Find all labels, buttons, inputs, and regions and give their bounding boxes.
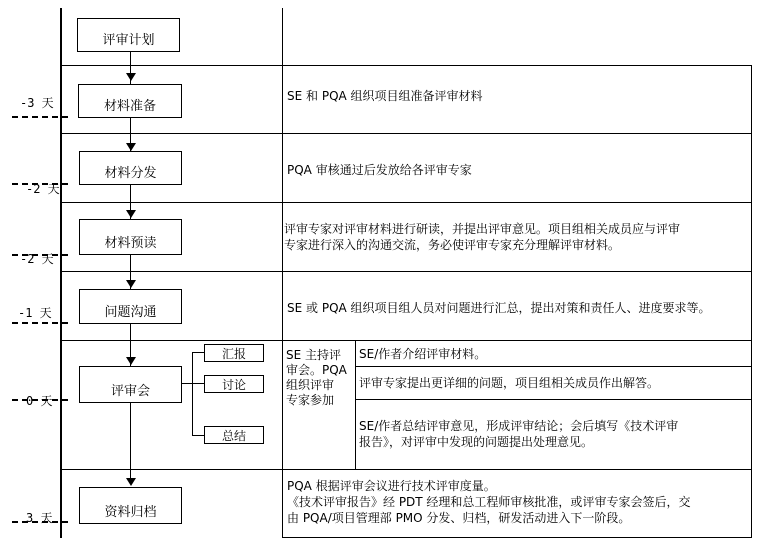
day-label: 3 天: [26, 511, 53, 525]
step-box-review-plan: 评审计划: [77, 18, 180, 52]
branch-line: [192, 352, 204, 353]
meeting-subitem-discuss: 讨论: [204, 375, 264, 393]
meeting-host-text: SE 主持评 审会。PQA 组织评审 专家参加: [286, 348, 347, 407]
step-box-material-prep: 材料准备: [78, 84, 182, 118]
day-label: -1 天: [18, 306, 52, 320]
flow-arrow: [126, 478, 136, 486]
day-label: -3 天: [20, 96, 54, 110]
meeting-subitem-summary: 总结: [204, 426, 264, 444]
flow-arrow: [126, 73, 136, 81]
flow-arrow: [126, 210, 136, 218]
meeting-detail-text: SE/作者介绍评审材料。: [359, 347, 487, 361]
meeting-detail-text: 评审专家提出更详细的问题，项目组相关成员作出解答。: [359, 376, 660, 390]
flow-arrow: [126, 280, 136, 288]
step-description: PQA 根据评审会议进行技术评审度量。 《技术评审报告》经 PDT 经理和总工程师审核批准，或评审专家会签后，交 由 PQA/项目管理部 PMO 分发、归档，研发活动进入下一阶段。: [287, 479, 691, 525]
day-marker-dash: [12, 116, 68, 118]
day-label: 0 天: [26, 394, 53, 408]
step-box-material-preread: 材料预读: [79, 219, 182, 255]
step-description: PQA 审核通过后发放给各评审专家: [287, 163, 472, 177]
step-box-archive: 资料归档: [79, 487, 182, 524]
step-box-issue-communication: 问题沟通: [79, 289, 182, 324]
meeting-detail-text: SE/作者总结评审意见，形成评审结论；会后填写《技术评审 报告》，对评审中发现的问题提出处理意见。: [359, 419, 679, 449]
step-description: SE 或 PQA 组织项目组人员对问题进行汇总，提出对策和责任人、进度要求等。: [287, 301, 711, 315]
branch-line: [192, 435, 204, 436]
step-box-material-distribute: 材料分发: [79, 151, 182, 185]
flow-arrow: [126, 357, 136, 365]
meeting-subitem-report: 汇报: [204, 344, 264, 362]
step-description: SE 和 PQA 组织项目组准备评审材料: [287, 89, 483, 103]
branch-line: [182, 383, 192, 384]
timeline-axis: [60, 8, 62, 538]
branch-line: [192, 383, 204, 384]
step-box-review-meeting: 评审会: [79, 366, 182, 403]
step-description: 评审专家对评审材料进行研读，并提出评审意见。项目组相关成员应与评审 专家进行深入的沟通交流，务必使评审专家充分理解评审材料。: [284, 222, 681, 252]
day-marker-dash: [12, 322, 68, 324]
branch-line: [192, 352, 193, 435]
day-label: -2 天: [20, 252, 54, 266]
flow-arrow: [126, 143, 136, 151]
day-label: -2 天: [26, 182, 60, 196]
